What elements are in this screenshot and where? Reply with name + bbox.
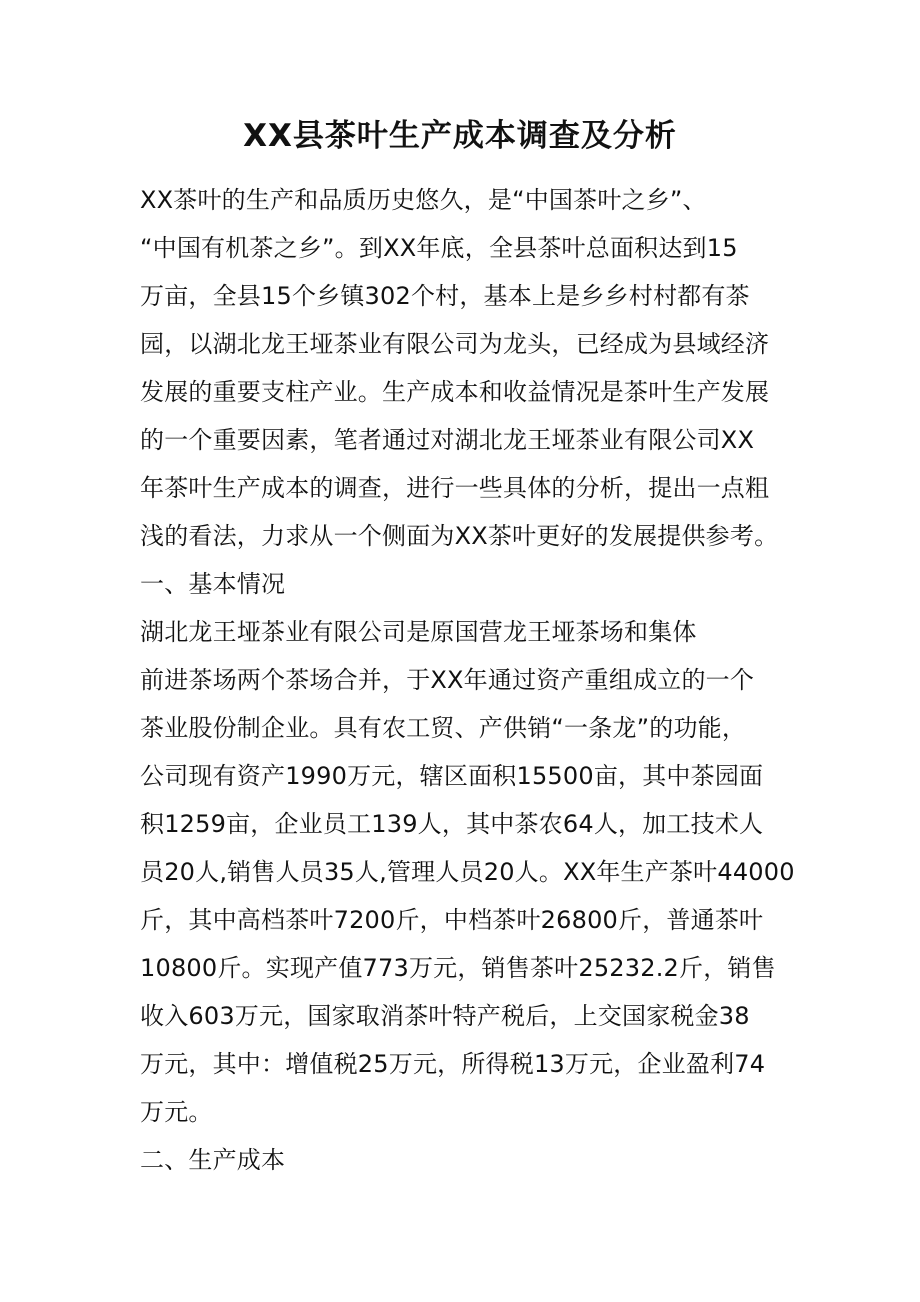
text-line-20: 万元。 — [140, 1098, 213, 1126]
section-heading-basic: 一、基本情况 — [140, 570, 286, 598]
text-line-14: 积1259亩，企业员工139人，其中茶农64人，加工技术人 — [140, 810, 764, 838]
text-line-15: 员20人,销售人员35人,管理人员20人。XX年生产茶叶44000 — [140, 858, 795, 886]
text-line-18: 收入603万元，国家取消茶叶特产税后，上交国家税金38 — [140, 1002, 750, 1030]
text-line-11: 前进茶场两个茶场合并，于XX年通过资产重组成立的一个 — [140, 666, 755, 694]
text-line-8: 浅的看法，力求从一个侧面为XX茶叶更好的发展提供参考。 — [140, 522, 779, 550]
text-line-19: 万元，其中：增值税25万元，所得税13万元，企业盈利74 — [140, 1050, 766, 1078]
text-line-16: 斤，其中高档茶叶7200斤，中档茶叶26800斤，普通茶叶 — [140, 906, 764, 934]
text-line-7: 年茶叶生产成本的调查，进行一些具体的分析，提出一点粗 — [140, 474, 770, 502]
text-line-1: XX茶叶的生产和品质历史悠久，是“中国茶叶之乡”、 — [140, 186, 707, 214]
document-title: XX县茶叶生产成本调查及分析 — [243, 118, 677, 154]
text-line-2: “中国有机茶之乡”。到XX年底，全县茶叶总面积达到15 — [140, 234, 738, 262]
text-line-4: 园，以湖北龙王垭茶业有限公司为龙头，已经成为县域经济 — [140, 330, 770, 358]
text-line-5: 发展的重要支柱产业。生产成本和收益情况是茶叶生产发展 — [140, 378, 770, 406]
text-line-6: 的一个重要因素，笔者通过对湖北龙王垭茶业有限公司XX — [140, 426, 755, 454]
text-line-12: 茶业股份制企业。具有农工贸、产供销“一条龙”的功能， — [140, 714, 747, 742]
text-line-3: 万亩，全县15个乡镇302个村，基本上是乡乡村村都有茶 — [140, 282, 750, 310]
text-line-10: 湖北龙王垭茶业有限公司是原国营龙王垭茶场和集体 — [140, 618, 697, 646]
section-heading-production-cost: 二、生产成本 — [140, 1146, 286, 1174]
text-line-17: 10800斤。实现产值773万元，销售茶叶25232.2斤，销售 — [140, 954, 776, 982]
text-line-13: 公司现有资产1990万元，辖区面积15500亩，其中茶园面 — [140, 762, 764, 790]
